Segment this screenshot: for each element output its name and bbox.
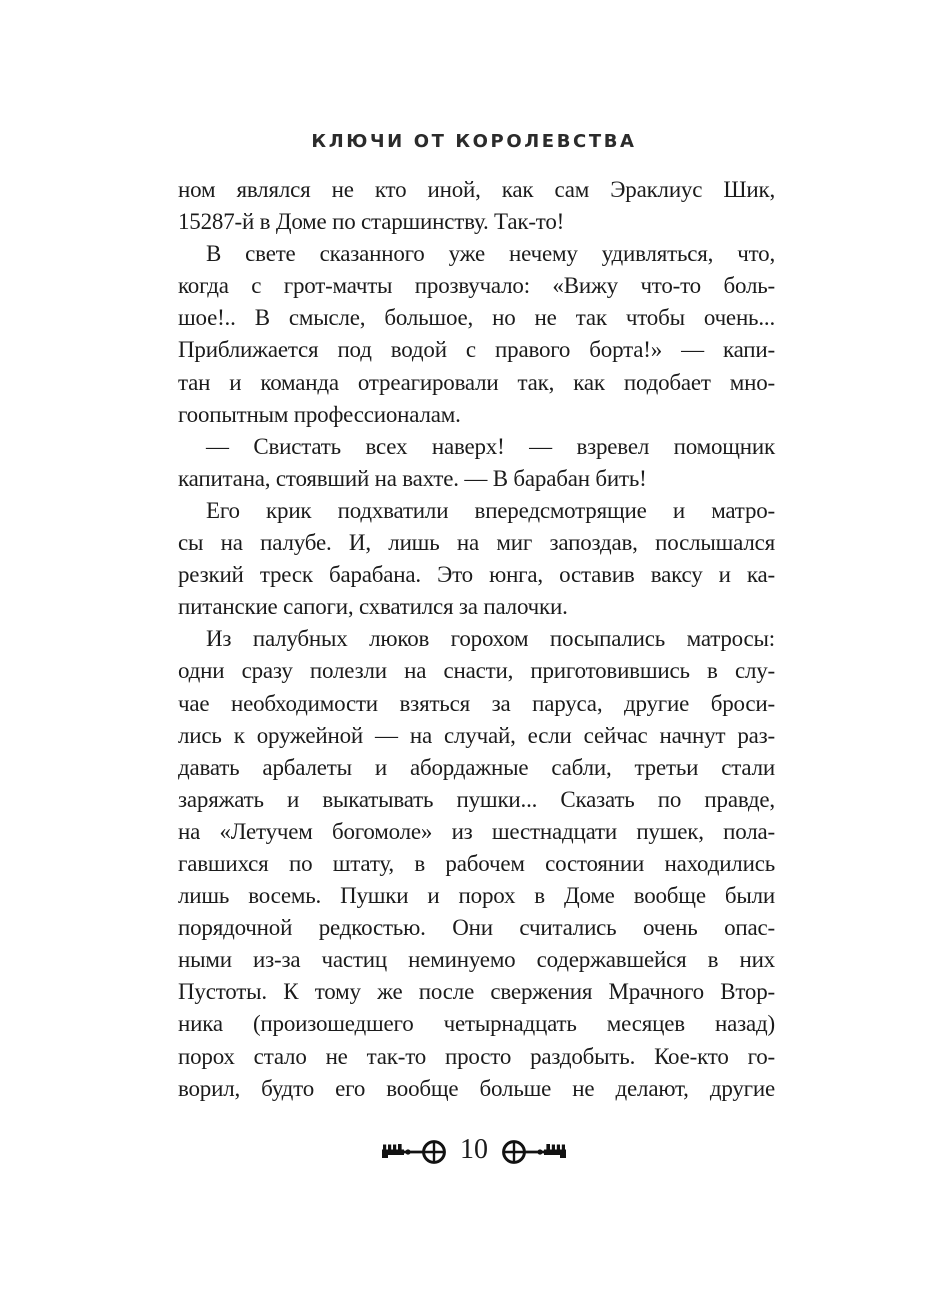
text-line: на «Летучем богомоле» из шестнадцати пушек, пола- [178,818,775,844]
text-line: В свете сказанного уже нечему удивляться, что, [206,241,775,267]
text-line: порох стало не так-то просто раздобыть. Кое-кто го- [178,1043,775,1069]
text-line: чае необходимости взяться за паруса, другие броси- [178,690,775,716]
text-line: ника (произошедшего четырнадцать месяцев назад) [178,1011,775,1037]
text-line: одни сразу полезли на снасти, приготовившись в слу- [178,658,775,684]
text-line: порядочной редкостью. Они считались очень опас- [178,915,775,941]
text-line: ными из-за частиц неминуемо содержавшейся в них [178,947,775,973]
text-line: сы на палубе. И, лишь на миг запоздав, послышался [178,530,775,556]
text-line: Его крик подхватили впередсмотрящие и матро- [206,497,775,523]
text-line: гавшихся по штату, в рабочем состоянии находились [178,850,775,876]
text-line: давать арбалеты и абордажные сабли, третьи стали [178,754,775,780]
text-line: когда с грот-мачты прозвучало: «Вижу что-то боль- [178,273,775,299]
text-line: Приближается под водой с правого борта!» — капи- [178,337,775,363]
text-line: шое!.. В смысле, большое, но не так чтобы очень... [178,305,775,331]
page-number: 10 [460,1134,488,1165]
text-line: тан и команда отреагировали так, как подобает мно- [178,369,775,395]
text-line: — Свистать всех наверх! — взревел помощник [206,433,775,459]
text-line: гоопытным профессионалам. [178,401,461,427]
key-ornament-right-icon [501,1136,567,1164]
text-line: Пустоты. К тому же после свержения Мрачного Втор- [178,979,775,1005]
text-line: заряжать и выкатывать пушки... Сказать по правде, [178,786,775,812]
page-footer [0,1130,948,1170]
text-line: питанские сапоги, схватился за палочки. [178,594,568,620]
page-text [178,174,775,1105]
key-ornament-left-icon [381,1136,447,1164]
text-line: Из палубных люков горохом посыпались матросы: [206,626,775,652]
text-line: капитана, стоявший на вахте. — В барабан бить! [178,465,647,491]
text-line: 15287-й в Доме по старшинству. Так-то! [178,209,565,235]
text-line: резкий треск барабана. Это юнга, оставив ваксу и ка- [178,562,775,588]
text-line: ворил, будто его вообще больше не делают, другие [178,1075,775,1101]
text-line: лишь восемь. Пушки и порох в Доме вообще были [178,883,775,909]
running-header: КЛЮЧИ ОТ КОРОЛЕВСТВА [311,131,637,152]
text-line: ном являлся не кто иной, как сам Эраклиус Шик, [178,177,775,202]
text-line: лись к оружейной — на случай, если сейчас начнут раз- [178,722,775,748]
